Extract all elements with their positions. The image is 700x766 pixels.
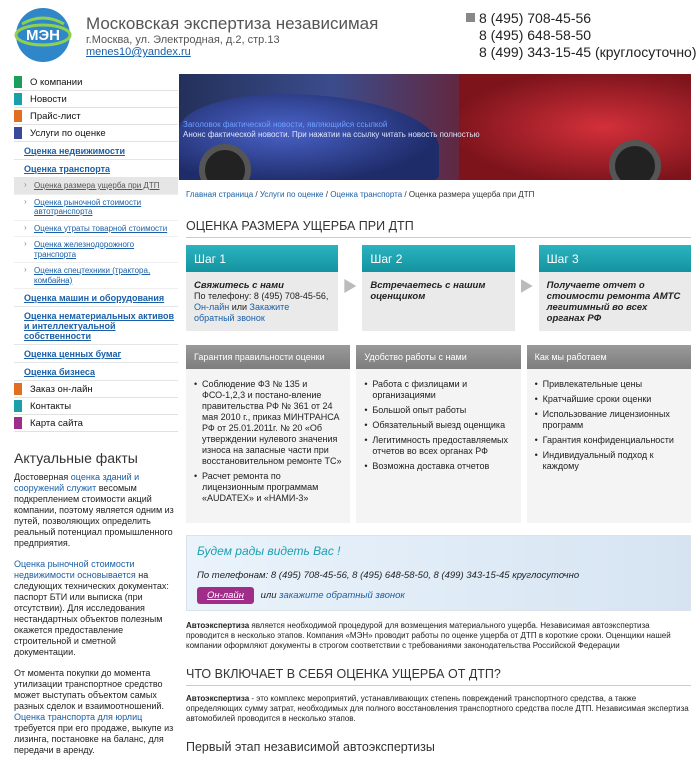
step-3-title: Получаете отчет о стоимости ремонта АМТС легитимный во всех органах РФ: [546, 280, 681, 324]
nav-item-label: Контакты: [30, 400, 72, 412]
breadcrumb-current: Оценка размера ущерба при ДТП: [408, 190, 535, 199]
fact-3-link[interactable]: Оценка транспорта для юрлиц: [14, 712, 143, 722]
nav-marker-icon: [14, 417, 22, 429]
nav-transport-item[interactable]: › Оценка железнодорожного транспорта: [14, 237, 178, 263]
nav-item-label: Прайс-лист: [30, 110, 81, 122]
breadcrumb-services[interactable]: Услуги по оценке: [259, 190, 324, 199]
nav-subitem[interactable]: Оценка недвижимости: [14, 142, 178, 160]
phone-3: 8 (499) 343-15-45 (круглосуточно): [479, 44, 697, 60]
globe-logo-icon: [14, 6, 72, 64]
feature-item: • Индивидуальный подход к каждому: [535, 450, 685, 472]
nav-transport-item[interactable]: › Оценка утраты товарной стоимости: [14, 221, 178, 238]
breadcrumb: Главная страница / Услуги по оценке / Оценка транспорта / Оценка размера ущерба при ДТП: [186, 190, 535, 199]
nav-marker-icon: [14, 400, 22, 412]
feature-item: • Большой опыт работы: [364, 405, 514, 416]
nav-item-label: Новости: [30, 93, 67, 105]
feature-column: [186, 345, 350, 523]
nav-item[interactable]: [14, 91, 178, 108]
nav-marker-icon: [14, 127, 22, 139]
facts-title: Актуальные факты: [14, 450, 138, 466]
step-2: [362, 245, 514, 331]
feature-item: • Соблюдение ФЗ № 135 и ФСО-1,2,3 и постано-вление правительства РФ № 361 от 24 мая 2010 г., приказ МИНТРАНСА РФ от 25.01.2011г. № 20 «Об утверждении нулевого значения износа на запасные части при восстановительном ремонте ТС»: [194, 379, 344, 467]
nav-item-label: Услуги по оценке: [30, 127, 106, 139]
online-button[interactable]: Он-лайн: [197, 587, 254, 604]
nav-item[interactable]: [14, 398, 178, 415]
feature-item: • Легитимность предоставляемых отчетов во всех органах РФ: [364, 435, 514, 457]
facts-block: [14, 450, 178, 756]
feature-item: • Работа с физлицами и организациями: [364, 379, 514, 401]
nav-item[interactable]: [14, 381, 178, 398]
feature-list: [186, 369, 350, 504]
email-link[interactable]: menes10@yandex.ru: [86, 46, 191, 58]
feature-item: • Возможна доставка отчетов: [364, 461, 514, 472]
nav-item[interactable]: [14, 74, 178, 91]
site-header: [0, 0, 700, 72]
site-title: Московская экспертиза независимая: [86, 14, 379, 33]
hero-banner: [179, 74, 691, 180]
section-title: ЧТО ВКЛЮЧАЕТ В СЕБЯ ОЦЕНКА УЩЕРБА ОТ ДТП?: [186, 667, 691, 686]
feature-item: • Обязательный выезд оценщика: [364, 420, 514, 431]
nav-subitem[interactable]: Оценка нематериальных активов и интеллектуальной собственности: [14, 307, 178, 345]
fact-3: От момента покупки до момента утилизации транспортное средство может выступать объектом самых разных сделок и взаимоотношений. Оценка транспорта для юрлиц требуется при его продаже, выкупе из лизинга, постановке на баланс, для передачи в аренду.: [14, 668, 174, 755]
step-1-head: Шаг 1: [186, 245, 338, 272]
steps: [186, 245, 691, 331]
nav-item[interactable]: [14, 415, 178, 432]
nav-item[interactable]: [14, 108, 178, 125]
breadcrumb-home[interactable]: Главная страница: [186, 190, 254, 199]
phone-1: 8 (495) 708-45-56: [466, 10, 697, 27]
site-address: г.Москва, ул. Электродная, д.2, стр.13: [86, 34, 280, 46]
feature-column-head: Гарантия правильности оценки: [186, 345, 350, 369]
feature-column-head: Удобство работы с нами: [356, 345, 520, 369]
step-callback-link[interactable]: Закажите обратный звонок: [194, 302, 290, 323]
step-1: Шаг 1 Свяжитесь с нами По телефону: 8 (495) 708-45-56, Он-лайн или Закажите обратный звонок: [186, 245, 338, 331]
phone-2: 8 (495) 648-58-50: [479, 27, 592, 43]
intro-text: Автоэкспертиза является необходимой процедурой для возмещения материального ущерба. Независимая автоэкспертиза проводится в несколько этапов. Компания «МЭН» проводит работы по оценке ущерба от ДТП в короткие сроки. Оценщики нашей компании оформляют документы в строгом соответствии с требованиями законодательства Российской Федерации: [186, 621, 671, 650]
fact-1: Достоверная оценка зданий и сооружений служит весомым подкреплением стоимости акций компании, поэтому является одним из путей, позволяющих определить реальный потенциал промышленного предприятия.: [14, 472, 174, 548]
nav-marker-icon: [14, 93, 22, 105]
nav-subitem[interactable]: Оценка машин и оборудования: [14, 289, 178, 307]
feature-item: • Привлекательные цены: [535, 379, 685, 390]
step-3-head: Шаг 3: [539, 245, 691, 272]
nav-subitem[interactable]: Оценка ценных бумаг: [14, 345, 178, 363]
nav-subitem[interactable]: Оценка бизнеса: [14, 363, 178, 381]
subsection-title: Первый этап независимой автоэкспертизы: [186, 740, 435, 754]
feature-column: [527, 345, 691, 523]
sidebar: [14, 74, 178, 766]
feature-list: [356, 369, 520, 472]
banner-phones: По телефонам: 8 (495) 708-45-56, 8 (495) 648-58-50, 8 (499) 343-15-45 круглосуточно: [197, 570, 580, 581]
nav-marker-icon: [14, 383, 22, 395]
fact-1-link[interactable]: оценка зданий и сооружений служит: [14, 472, 140, 493]
step-2-title: Встречаетесь с нашим оценщиком: [370, 280, 486, 302]
contact-banner: Будем рады видеть Вас ! По телефонам: 8 (495) 708-45-56, 8 (495) 648-58-50, 8 (499) 343-15-45 круглосуточно Он-лайн или закажите обратный звонок: [186, 535, 691, 611]
main-content: [186, 190, 691, 754]
phone-list: [466, 10, 697, 61]
feature-item: • Кратчайшие сроки оценки: [535, 394, 685, 405]
feature-item: • Использование лицензионных программ: [535, 409, 685, 431]
banner-title: Будем рады видеть Вас !: [197, 544, 341, 558]
feature-item: • Гарантия конфиденциальности: [535, 435, 685, 446]
feature-column-head: Как мы работаем: [527, 345, 691, 369]
features: [186, 345, 691, 523]
feature-list: [527, 369, 691, 472]
nav-transport-item[interactable]: › Оценка спецтехники (трактора, комбайна): [14, 263, 178, 289]
hero-news-link[interactable]: Заголовок фактической новости, являющийся ссылкой: [183, 120, 388, 129]
step-2-head: Шаг 2: [362, 245, 514, 272]
feature-column: [356, 345, 520, 523]
breadcrumb-transport[interactable]: Оценка транспорта: [330, 190, 403, 199]
nav-item-label: Карта сайта: [30, 417, 83, 429]
phone-icon: [466, 13, 475, 22]
nav-transport-item[interactable]: › Оценка рыночной стоимости автотранспорта: [14, 195, 178, 221]
step-3: [539, 245, 691, 331]
callback-link[interactable]: закажите обратный звонок: [279, 590, 405, 601]
nav-item-label: О компании: [30, 76, 83, 88]
arrow-right-icon: [521, 279, 533, 293]
page-title: ОЦЕНКА РАЗМЕРА УЩЕРБА ПРИ ДТП: [186, 219, 691, 238]
feature-item: • Расчет ремонта по лицензионным программам «AUDATEX» и «НАМИ-3»: [194, 471, 344, 504]
nav-item[interactable]: [14, 125, 178, 142]
section-text: Автоэкспертиза - это комплекс мероприятий, устанавливающих степень повреждений транспортного средства, а также определяющих сумму затрат, необходимых для полного восстановления транспортного средства после ДТП. Независимая экспертиза автомобилей проводится в несколько этапов.: [186, 694, 689, 723]
nav-marker-icon: [14, 110, 22, 122]
nav-item-label: Заказ он-лайн: [30, 383, 93, 395]
nav-transport-item[interactable]: › Оценка размера ущерба при ДТП: [14, 178, 178, 195]
nav-subitem[interactable]: Оценка транспорта: [14, 160, 178, 178]
step-1-title: Свяжитесь с нами: [194, 280, 284, 291]
step-online-link[interactable]: Он-лайн: [194, 302, 230, 312]
hero-news-teaser: Анонс фактической новости. При нажатии на ссылку читать новость полностью: [183, 130, 480, 139]
arrow-right-icon: [344, 279, 356, 293]
logo[interactable]: [14, 6, 72, 64]
fact-2: Оценка рыночной стоимости недвижимости основывается на следующих технических документах: паспорт БТИ или выписка (при отсутствии). Для исследования нестандартных объектов полезным окажется предоставление строительной и сметной документации.: [14, 559, 169, 657]
logo-text: МЭН: [26, 27, 60, 44]
fact-2-link[interactable]: Оценка рыночной стоимости недвижимости основывается: [14, 559, 136, 580]
nav-marker-icon: [14, 76, 22, 88]
